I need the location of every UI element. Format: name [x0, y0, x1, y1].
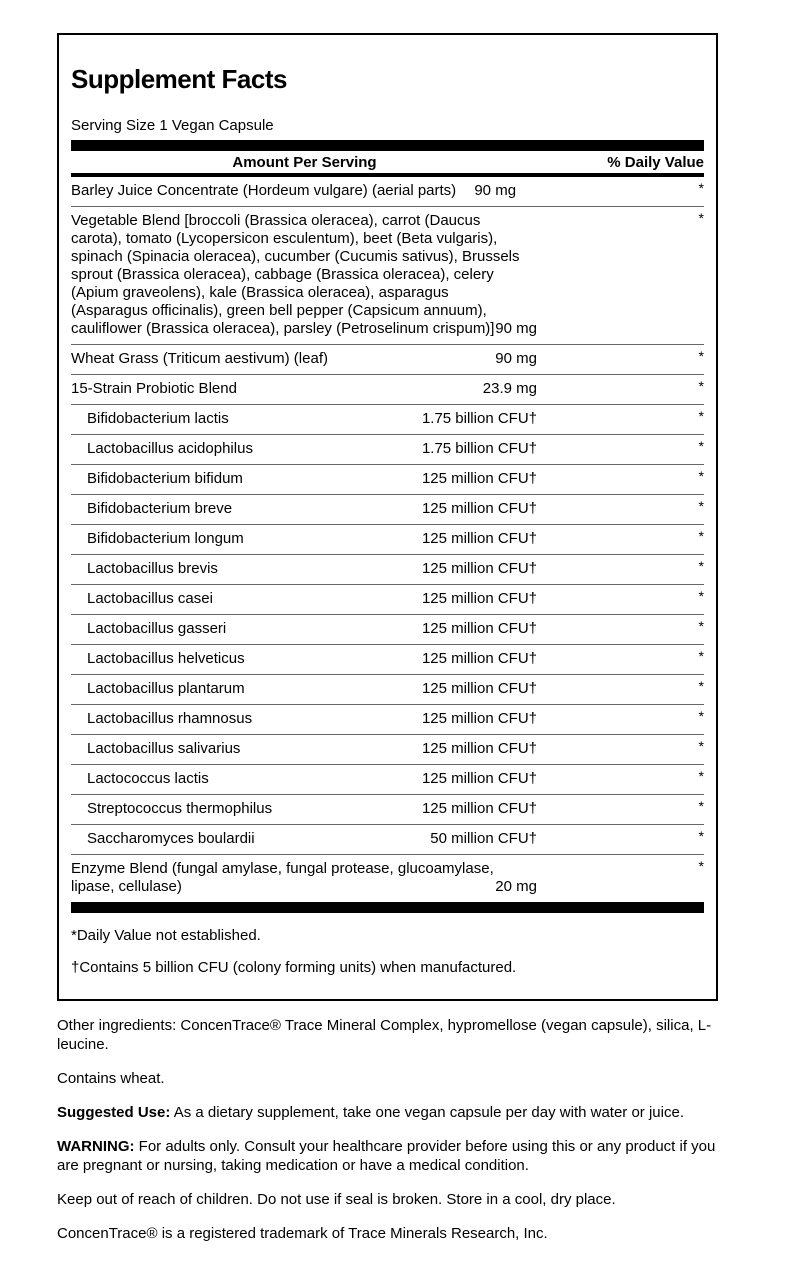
ingredient-name: Lactobacillus brevis [87, 560, 218, 577]
ingredient-row [71, 495, 704, 525]
ingredient-name: Bifidobacterium lactis [87, 410, 229, 427]
ingredient-row [71, 525, 704, 555]
ingredient-name: Lactococcus lactis [87, 770, 209, 787]
ingredient-amount: 125 million CFU† [421, 800, 537, 817]
ingredient-name: 15-Strain Probiotic Blend [71, 380, 237, 397]
ingredient-daily-value: * [698, 678, 704, 694]
table-header-row [71, 151, 704, 173]
ingredient-daily-value: * [698, 438, 704, 454]
ingredient-name: Bifidobacterium breve [87, 500, 233, 517]
header-daily-value: % Daily Value [607, 154, 704, 171]
storage-statement: Keep out of reach of children. Do not use if seal is broken. Store in a cool, dry place. [57, 1191, 616, 1208]
ingredient-daily-value: * [698, 648, 704, 664]
ingredient-name: Streptococcus thermophilus [87, 800, 273, 817]
trademark-statement: ConcenTrace® is a registered trademark of Trace Minerals Research, Inc. [57, 1225, 548, 1242]
ingredient-name: Lactobacillus plantarum [87, 680, 245, 697]
ingredient-name: Lactobacillus casei [87, 590, 213, 607]
ingredient-row [71, 645, 704, 675]
ingredient-daily-value: * [698, 708, 704, 724]
supplement-facts-panel [57, 33, 718, 1001]
ingredient-amount: 90 mg [495, 320, 537, 337]
ingredient-daily-value: * [698, 798, 704, 814]
ingredient-row [71, 795, 704, 825]
ingredient-row [71, 465, 704, 495]
ingredient-name: Bifidobacterium bifidum [87, 470, 243, 487]
ingredient-daily-value: * [698, 618, 704, 634]
ingredient-row [71, 705, 704, 735]
ingredient-daily-value: * [698, 858, 704, 874]
ingredient-rows [71, 177, 704, 902]
ingredient-row [71, 765, 704, 795]
serving-size: Serving Size 1 Vegan Capsule [71, 117, 274, 134]
ingredient-row [71, 435, 704, 465]
ingredient-daily-value: * [698, 378, 704, 394]
contains-statement: Contains wheat. [57, 1070, 165, 1087]
ingredient-amount: 125 million CFU† [421, 560, 537, 577]
warning-statement [57, 1137, 718, 1175]
suggested-use-text: As a dietary supplement, take one vegan capsule per day with water or juice. [173, 1104, 684, 1121]
warning-text: For adults only. Consult your healthcare provider before using this or any product if you are pregnant or nursing, taking medication or have a medical condition. [57, 1138, 716, 1174]
suggested-use-label: Suggested Use: [57, 1104, 171, 1121]
ingredient-name: Vegetable Blend [broccoli (Brassica oleracea), carrot (Daucus carota), tomato (Lycopersicon esculentum), beet (Beta vulgaris), spinach (Spinacia oleracea), cucumber (Cucumis sativus), Brussels sprout (Brassica oleracea), cabbage (Brassica oleracea), celery (Apium graveolens), kale (Brassica oleracea), asparagus (Asparagus officinalis), green bell pepper (Capsicum annuum), cauliflower (Brassica oleracea), parsley (Petroselinum crispum)] [71, 212, 520, 337]
ingredient-daily-value: * [698, 348, 704, 364]
ingredient-daily-value: * [698, 408, 704, 424]
ingredient-daily-value: * [698, 210, 704, 226]
ingredient-amount: 50 million CFU† [430, 830, 537, 847]
ingredient-amount: 125 million CFU† [421, 740, 537, 757]
ingredient-name: Lactobacillus rhamnosus [87, 710, 253, 727]
ingredient-daily-value: * [698, 528, 704, 544]
ingredient-row [71, 735, 704, 765]
ingredient-amount: 125 million CFU† [421, 470, 537, 487]
suggested-use-statement [57, 1103, 718, 1122]
ingredient-name: Barley Juice Concentrate (Hordeum vulgare) (aerial parts) [71, 182, 457, 199]
ingredient-daily-value: * [698, 468, 704, 484]
ingredient-row [71, 405, 704, 435]
other-ingredients-statement: Other ingredients: ConcenTrace® Trace Mineral Complex, hypromellose (vegan capsule), silica, L-leucine. [57, 1017, 712, 1053]
ingredient-amount: 20 mg [495, 878, 537, 895]
ingredient-daily-value: * [698, 828, 704, 844]
ingredient-row [71, 615, 704, 645]
ingredient-amount: 125 million CFU† [421, 680, 537, 697]
footnote-daily-value: *Daily Value not established. [71, 927, 261, 944]
ingredient-daily-value: * [698, 738, 704, 754]
ingredient-row [71, 675, 704, 705]
ingredient-row [71, 555, 704, 585]
ingredient-name: Lactobacillus helveticus [87, 650, 245, 667]
ingredient-amount: 1.75 billion CFU† [421, 440, 537, 457]
footnote-cfu: †Contains 5 billion CFU (colony forming units) when manufactured. [71, 959, 517, 976]
ingredient-name: Enzyme Blend (fungal amylase, fungal protease, glucoamylase, lipase, cellulase) [71, 860, 494, 895]
ingredient-row [71, 375, 704, 405]
ingredient-amount: 90 mg [495, 350, 537, 367]
panel-title: Supplement Facts [71, 64, 287, 94]
ingredient-row [71, 585, 704, 615]
footnotes [71, 927, 704, 977]
ingredient-amount: 125 million CFU† [421, 770, 537, 787]
ingredient-daily-value: * [698, 180, 704, 196]
ingredient-daily-value: * [698, 588, 704, 604]
ingredient-row [71, 177, 704, 207]
ingredient-amount: 125 million CFU† [421, 500, 537, 517]
ingredient-row [71, 855, 704, 902]
top-thick-divider [71, 140, 704, 151]
ingredient-amount: 23.9 mg [482, 380, 537, 397]
header-amount-per-serving: Amount Per Serving [232, 154, 377, 171]
ingredient-amount: 125 million CFU† [421, 620, 537, 637]
ingredient-amount: 125 million CFU† [421, 710, 537, 727]
bottom-thick-divider [71, 902, 704, 913]
ingredient-name: Lactobacillus acidophilus [87, 440, 253, 457]
ingredient-amount: 90 mg [474, 182, 517, 199]
ingredient-row [71, 825, 704, 855]
ingredient-daily-value: * [698, 498, 704, 514]
ingredient-daily-value: * [698, 558, 704, 574]
ingredient-amount: 1.75 billion CFU† [421, 410, 537, 427]
ingredient-row [71, 207, 704, 345]
supplement-label-page [57, 33, 718, 1243]
ingredient-amount: 125 million CFU† [421, 650, 537, 667]
ingredient-amount: 125 million CFU† [421, 590, 537, 607]
ingredient-row [71, 345, 704, 375]
ingredient-name: Lactobacillus gasseri [87, 620, 227, 637]
ingredient-daily-value: * [698, 768, 704, 784]
ingredient-name: Wheat Grass (Triticum aestivum) (leaf) [71, 350, 328, 367]
ingredient-name: Lactobacillus salivarius [87, 740, 241, 757]
ingredient-name: Saccharomyces boulardii [87, 830, 255, 847]
warning-label: WARNING: [57, 1138, 135, 1155]
ingredient-amount: 125 million CFU† [421, 530, 537, 547]
ingredient-name: Bifidobacterium longum [87, 530, 244, 547]
